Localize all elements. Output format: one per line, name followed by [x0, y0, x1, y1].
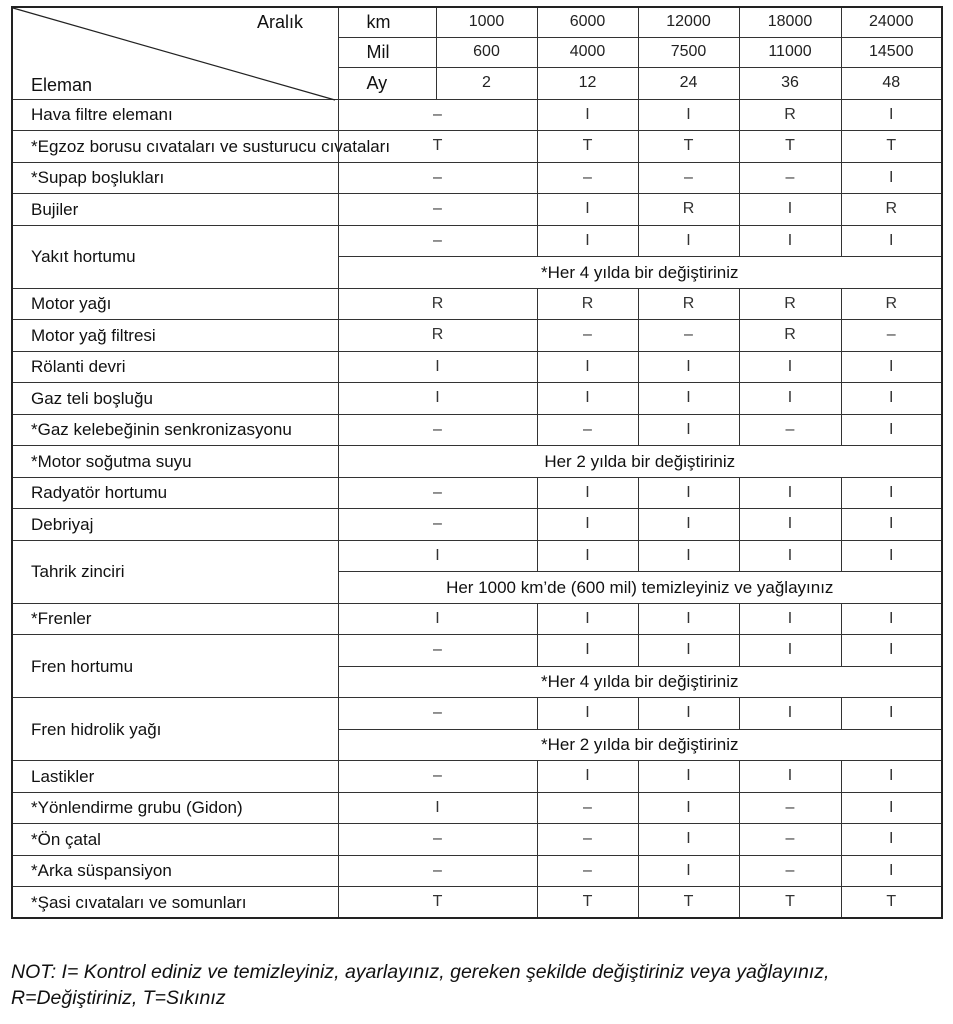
table-row [12, 288, 942, 320]
interval-cell: I [638, 824, 739, 856]
item-label: *Motor soğutma suyu [12, 446, 338, 478]
interval-cell: R [537, 288, 638, 320]
interval-cell: – [338, 635, 537, 667]
interval-cell: – [739, 824, 841, 856]
interval-note: Her 2 yılda bir değiştiriniz [338, 446, 942, 478]
unit-km: km [338, 7, 436, 37]
interval-cell: I [537, 635, 638, 667]
km-value: 1000 [436, 7, 537, 37]
interval-cell: I [739, 194, 841, 226]
interval-cell: – [739, 792, 841, 824]
item-label: Gaz teli boşluğu [12, 383, 338, 415]
interval-cell: T [739, 887, 841, 919]
interval-cell: – [338, 509, 537, 541]
interval-cell: I [841, 824, 942, 856]
interval-cell: – [739, 414, 841, 446]
interval-cell: T [638, 131, 739, 163]
interval-cell: – [338, 477, 537, 509]
interval-cell: I [739, 698, 841, 730]
interval-cell: – [338, 194, 537, 226]
interval-cell: T [338, 131, 537, 163]
month-value: 12 [537, 67, 638, 99]
item-label: Tahrik zinciri [12, 540, 338, 603]
interval-cell: I [638, 414, 739, 446]
interval-cell: – [739, 855, 841, 887]
table-row [12, 194, 942, 226]
table-row [12, 761, 942, 793]
table-row [12, 509, 942, 541]
interval-cell: – [638, 320, 739, 352]
interval-cell: – [537, 824, 638, 856]
interval-cell: I [537, 761, 638, 793]
item-label: *Egzoz borusu cıvataları ve susturucu cıvataları [12, 131, 338, 163]
interval-cell: I [537, 540, 638, 572]
interval-cell: I [841, 351, 942, 383]
item-label: *Arka süspansiyon [12, 855, 338, 887]
interval-cell: I [537, 509, 638, 541]
interval-cell: I [537, 351, 638, 383]
mil-value: 600 [436, 37, 537, 67]
unit-ay: Ay [338, 67, 436, 99]
table-row [12, 635, 942, 667]
interval-cell: T [537, 131, 638, 163]
table-row [12, 383, 942, 415]
table-row [12, 824, 942, 856]
interval-cell: – [338, 414, 537, 446]
footnote: NOT: I= Kontrol ediniz ve temizleyiniz, ayarlayınız, gereken şekilde değiştiriniz veya yağlayınız, R=Değiştiriniz, T=Sıkınız [11, 961, 830, 1009]
interval-cell: I [841, 383, 942, 415]
interval-cell: – [739, 162, 841, 194]
item-label: *Yönlendirme grubu (Gidon) [12, 792, 338, 824]
item-label: *Supap boşlukları [12, 162, 338, 194]
interval-cell: I [739, 603, 841, 635]
interval-cell: I [841, 477, 942, 509]
interval-cell: I [638, 477, 739, 509]
table-row [12, 792, 942, 824]
km-value: 24000 [841, 7, 942, 37]
interval-cell: I [841, 761, 942, 793]
interval-cell: I [537, 99, 638, 131]
interval-note: *Her 4 yılda bir değiştiriniz [338, 666, 942, 698]
item-label: Debriyaj [12, 509, 338, 541]
item-label: *Gaz kelebeğinin senkronizasyonu [12, 414, 338, 446]
interval-cell: T [739, 131, 841, 163]
interval-cell: R [739, 288, 841, 320]
table-row [12, 414, 942, 446]
interval-cell: I [537, 603, 638, 635]
item-label: Hava filtre elemanı [12, 99, 338, 131]
interval-cell: – [338, 761, 537, 793]
interval-cell: I [638, 855, 739, 887]
interval-cell: R [338, 320, 537, 352]
interval-cell: T [638, 887, 739, 919]
interval-cell: I [338, 603, 537, 635]
interval-cell: I [338, 540, 537, 572]
month-value: 2 [436, 67, 537, 99]
interval-cell: – [338, 99, 537, 131]
interval-cell: I [638, 792, 739, 824]
interval-cell: – [537, 414, 638, 446]
interval-cell: R [638, 288, 739, 320]
interval-cell: – [537, 792, 638, 824]
element-label: Eleman [31, 75, 93, 95]
interval-cell: R [638, 194, 739, 226]
interval-cell: I [841, 99, 942, 131]
interval-cell: I [739, 351, 841, 383]
table-row [12, 477, 942, 509]
interval-cell: I [638, 351, 739, 383]
interval-cell: – [638, 162, 739, 194]
item-label: Lastikler [12, 761, 338, 793]
item-label: Bujiler [12, 194, 338, 226]
mil-value: 14500 [841, 37, 942, 67]
unit-mil: Mil [338, 37, 436, 67]
maintenance-table [11, 6, 943, 919]
item-label: Motor yağı [12, 288, 338, 320]
table-row [12, 131, 942, 163]
mil-value: 11000 [739, 37, 841, 67]
item-label: Radyatör hortumu [12, 477, 338, 509]
month-value: 36 [739, 67, 841, 99]
km-value: 12000 [638, 7, 739, 37]
interval-cell: – [338, 824, 537, 856]
table-row [12, 887, 942, 919]
interval-cell: I [739, 383, 841, 415]
interval-cell: I [841, 414, 942, 446]
km-value: 18000 [739, 7, 841, 37]
interval-cell: – [338, 855, 537, 887]
interval-cell: – [841, 320, 942, 352]
interval-cell: R [841, 194, 942, 226]
interval-cell: I [841, 603, 942, 635]
interval-cell: – [338, 225, 537, 257]
interval-cell: I [638, 635, 739, 667]
interval-cell: I [739, 540, 841, 572]
interval-cell: – [338, 162, 537, 194]
interval-cell: R [338, 288, 537, 320]
table-row [12, 446, 942, 478]
table-row [12, 603, 942, 635]
interval-cell: T [338, 887, 537, 919]
interval-cell: I [638, 509, 739, 541]
interval-cell: I [537, 225, 638, 257]
item-label: *Frenler [12, 603, 338, 635]
interval-cell: I [537, 477, 638, 509]
interval-cell: I [841, 792, 942, 824]
interval-cell: I [537, 698, 638, 730]
item-label: Yakıt hortumu [12, 225, 338, 288]
interval-cell: – [537, 162, 638, 194]
interval-cell: – [338, 698, 537, 730]
item-label: *Ön çatal [12, 824, 338, 856]
interval-cell: T [537, 887, 638, 919]
interval-cell: I [739, 635, 841, 667]
interval-cell: I [638, 603, 739, 635]
interval-cell: I [638, 698, 739, 730]
interval-cell: I [338, 351, 537, 383]
interval-cell: I [638, 99, 739, 131]
interval-cell: I [739, 509, 841, 541]
month-value: 48 [841, 67, 942, 99]
table-row [12, 698, 942, 730]
km-value: 6000 [537, 7, 638, 37]
item-label: Motor yağ filtresi [12, 320, 338, 352]
interval-cell: T [841, 887, 942, 919]
interval-cell: I [841, 162, 942, 194]
mil-value: 7500 [638, 37, 739, 67]
interval-cell: – [537, 320, 638, 352]
interval-cell: I [739, 761, 841, 793]
item-label: Rölanti devri [12, 351, 338, 383]
month-value: 24 [638, 67, 739, 99]
interval-cell: I [739, 477, 841, 509]
interval-cell: I [338, 383, 537, 415]
mil-value: 4000 [537, 37, 638, 67]
interval-cell: I [638, 225, 739, 257]
interval-cell: I [537, 383, 638, 415]
table-row [12, 162, 942, 194]
interval-cell: I [638, 761, 739, 793]
interval-cell: I [841, 855, 942, 887]
item-label: Fren hidrolik yağı [12, 698, 338, 761]
interval-cell: I [739, 225, 841, 257]
interval-cell: I [638, 383, 739, 415]
interval-cell: I [841, 225, 942, 257]
item-label: Fren hortumu [12, 635, 338, 698]
table-row [12, 540, 942, 572]
interval-cell: I [841, 635, 942, 667]
interval-cell: R [739, 320, 841, 352]
interval-cell: I [841, 509, 942, 541]
table-row [12, 225, 942, 257]
table-row [12, 99, 942, 131]
interval-cell: I [841, 698, 942, 730]
interval-cell: R [739, 99, 841, 131]
item-label: *Şasi cıvataları ve somunları [12, 887, 338, 919]
interval-label: Aralık [257, 12, 304, 32]
interval-cell: – [537, 855, 638, 887]
interval-cell: R [841, 288, 942, 320]
interval-cell: I [338, 792, 537, 824]
interval-cell: I [638, 540, 739, 572]
table-row [12, 855, 942, 887]
interval-note: *Her 2 yılda bir değiştiriniz [338, 729, 942, 761]
interval-cell: I [537, 194, 638, 226]
table-row [12, 351, 942, 383]
interval-note: *Her 4 yılda bir değiştiriniz [338, 257, 942, 289]
interval-note: Her 1000 km’de (600 mil) temizleyiniz ve yağlayınız [338, 572, 942, 604]
header-corner-cell [12, 7, 338, 99]
interval-cell: I [841, 540, 942, 572]
interval-cell: T [841, 131, 942, 163]
table-row [12, 320, 942, 352]
